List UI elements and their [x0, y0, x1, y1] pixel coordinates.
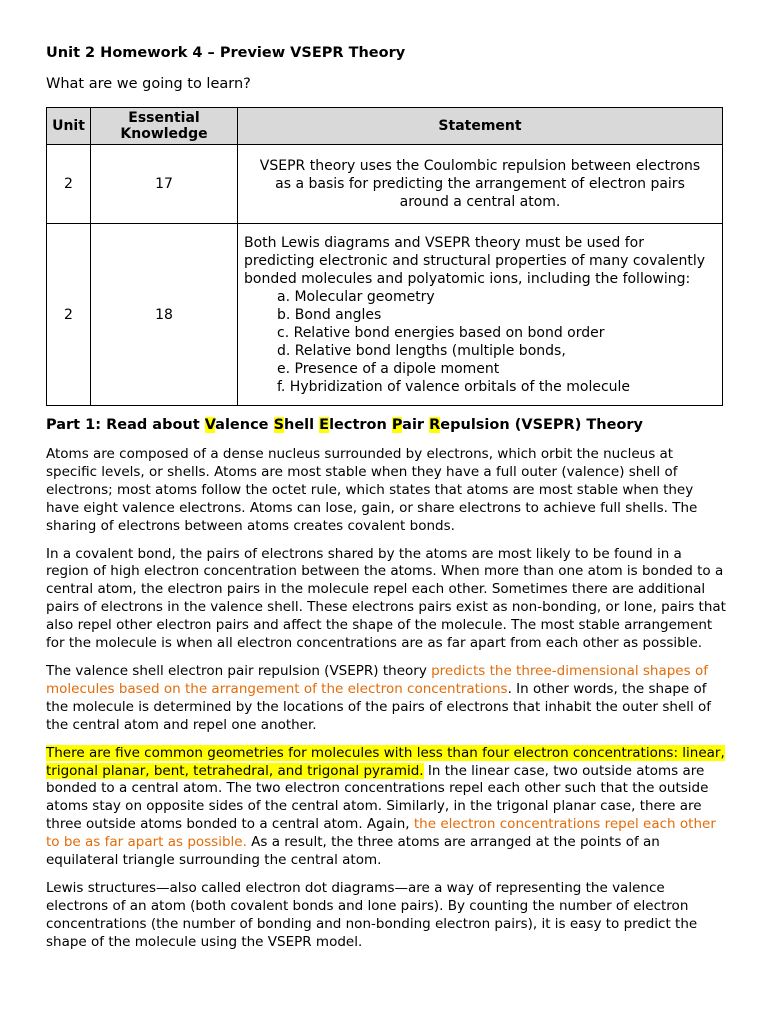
highlighted-initial: R	[429, 417, 441, 433]
paragraph-geometries: There are five common geometries for molecules with less than four electron concentrations: linear, trigonal planar, bent, tetrahedral, and trigonal pyramid. In the linear case, two outside atoms are bonded to a central atom. The two electron concentrations repel each other such that the outside atoms stay on opposite sides of the central atom. Similarly, in the trigonal planar case, there are three outside atoms bonded to a central atom. Again, the electron concentrations repel each other to be as far apart as possible. As a result, the three atoms are arranged at the points of an equilateral triangle surrounding the central atom.	[46, 744, 725, 869]
essential-knowledge-cell: 18	[91, 224, 238, 406]
essential-knowledge-cell: 17	[91, 145, 238, 224]
essential-knowledge-table	[46, 107, 723, 406]
emphasized-text: the electron concentrations repel each other to be as far apart as possible.	[46, 816, 716, 851]
list-item: e. Presence of a dipole moment	[277, 360, 500, 377]
paragraph-atoms: Atoms are composed of a dense nucleus surrounded by electrons, which orbit the nucleus at specific levels, or shells. Atoms are most stable when they have a full outer (valence) shell of electrons; most atoms follow the octet rule, which states that atoms are most stable when they have eight valence electrons. Atoms can lose, gain, or share electrons to achieve full shells. The sharing of electrons between atoms creates covalent bonds.	[46, 446, 698, 534]
emphasized-text: predicts the three-dimensional shapes of molecules based on the arrangement of the electron concentrations	[46, 662, 708, 697]
unit-cell: 2	[47, 145, 91, 224]
list-item: d. Relative bond lengths (multiple bonds,	[277, 342, 566, 359]
intro-question: What are we going to learn?	[46, 76, 251, 92]
table-row	[47, 224, 723, 406]
column-header-statement: Statement	[238, 108, 723, 145]
highlighted-text: There are five common geometries for molecules with less than four electron concentrations: linear, trigonal planar, bent, tetrahedral, and trigonal pyramid.	[46, 744, 725, 779]
list-item: b. Bond angles	[277, 306, 382, 323]
table-header-row	[47, 108, 723, 145]
highlighted-initial: S	[273, 417, 285, 433]
statement-cell	[238, 224, 723, 406]
list-item: c. Relative bond energies based on bond order	[277, 324, 605, 341]
highlighted-initial: E	[319, 417, 330, 433]
paragraph-vsepr-theory: The valence shell electron pair repulsion (VSEPR) theory predicts the three-dimensional shapes of molecules based on the arrangement of the electron concentrations. In other words, the shape of the molecule is determined by the locations of the pairs of electrons that inhabit the outer shell of the central atom and repel one another.	[46, 662, 712, 733]
table-row	[47, 145, 723, 224]
list-item: f. Hybridization of valence orbitals of the molecule	[277, 378, 631, 395]
paragraph-covalent-bond: In a covalent bond, the pairs of electrons shared by the atoms are most likely to be found in a region of high electron concentration between the atoms. When more than one atom is bonded to a central atom, the electron pairs in the molecule repel each other. Sometimes there are additional pairs of electrons in the valence shell. These electrons pairs exist as non-bonding, or lone, pairs that also repel other electron pairs and affect the shape of the molecule. The most stable arrangement for the molecule is when all electron concentrations are as far apart from each other as possible.	[46, 545, 726, 652]
document-title: Unit 2 Homework 4 – Preview VSEPR Theory	[46, 45, 406, 61]
part-1-heading: Part 1: Read about Valence Shell Electron Pair Repulsion (VSEPR) Theory	[46, 417, 644, 433]
unit-cell: 2	[47, 224, 91, 406]
property-list	[244, 288, 716, 396]
list-item: a. Molecular geometry	[277, 288, 435, 305]
statement-cell: VSEPR theory uses the Coulombic repulsion between electrons as a basis for predicting the arrangement of electron pairs around a central atom.	[238, 145, 723, 224]
column-header-unit: Unit	[47, 108, 91, 145]
highlighted-initial: V	[204, 417, 216, 433]
statement-text: Both Lewis diagrams and VSEPR theory must be used for predicting electronic and structural properties of many covalently bonded molecules and polyatomic ions, including the following:	[244, 234, 706, 287]
reading-body	[46, 446, 726, 962]
column-header-essential-knowledge: Essential Knowledge	[91, 108, 238, 145]
highlighted-initial: P	[391, 417, 403, 433]
paragraph-lewis-structures: Lewis structures—also called electron dot diagrams—are a way of representing the valence electrons of an atom (both covalent bonds and lone pairs). By counting the number of electron concentrations (the number of bonding and non-bonding electron pairs), it is easy to predict the shape of the molecule using the VSEPR model.	[46, 879, 698, 950]
